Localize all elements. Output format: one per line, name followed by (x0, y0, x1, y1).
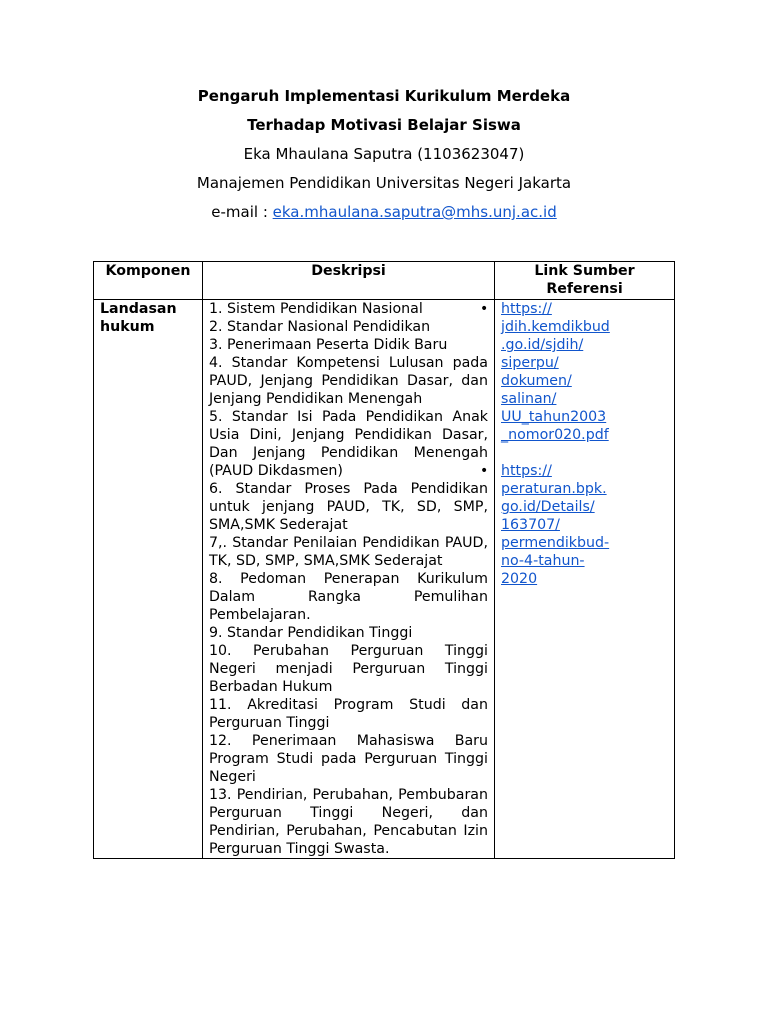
table-row (94, 300, 675, 859)
reference-link-bpk[interactable] (501, 462, 668, 588)
header-deskripsi: Deskripsi (203, 262, 495, 300)
deskripsi-item: 11. Akreditasi Program Studi dan Perguruan Tinggi (209, 697, 488, 731)
email-label: e-mail : (211, 203, 273, 221)
link-segment: no-4-tahun- (501, 553, 585, 569)
deskripsi-item: 1. Sistem Pendidikan Nasional (209, 301, 423, 317)
link-segment: peraturan.bpk. (501, 481, 607, 497)
deskripsi-item: 10. Perubahan Perguruan Tinggi Negeri menjadi Perguruan Tinggi Berbadan Hukum (209, 643, 488, 695)
link-segment: https:// (501, 463, 552, 479)
document-title-line-1: Pengaruh Implementasi Kurikulum Merdeka (197, 87, 571, 105)
header-komponen: Komponen (94, 262, 203, 300)
header-link-referensi (495, 262, 675, 300)
author-affiliation: Manajemen Pendidikan Universitas Negeri Jakarta (196, 174, 572, 192)
bullet-icon: • (480, 463, 489, 479)
document-title-line-2: Terhadap Motivasi Belajar Siswa (247, 116, 521, 134)
bullet-icon: • (480, 301, 489, 317)
link-segment: permendikbud- (501, 535, 610, 551)
link-segment: _nomor020.pdf (501, 427, 609, 443)
document-header (0, 86, 768, 231)
link-segment: https:// (501, 301, 552, 317)
table-header-row (94, 262, 675, 300)
deskripsi-item: 7,. Standar Penilaian Pendidikan PAUD, TK, SD, SMP, SMA,SMK Sederajat (209, 535, 488, 569)
deskripsi-item: 2. Standar Nasional Pendidikan (209, 319, 431, 335)
deskripsi-item: 12. Penerimaan Mahasiswa Baru Program Studi pada Perguruan Tinggi Negeri (209, 733, 488, 785)
link-cell (480, 300, 675, 859)
deskripsi-cell (203, 300, 495, 859)
link-segment: 2020 (501, 571, 538, 587)
header-link-line-2: Referensi (546, 281, 623, 297)
email-line (0, 202, 768, 231)
link-segment: jdih.kemdikbud (501, 319, 610, 335)
deskripsi-item: 6. Standar Proses Pada Pendidikan untuk jenjang PAUD, TK, SD, SMP, SMA,SMK Sederajat (209, 481, 488, 533)
deskripsi-item: 5. Standar Isi Pada Pendidikan Anak Usia Dini, Jenjang Pendidikan Dasar, Dan Jenjang Pendidikan Menengah (PAUD Dikdasmen) (209, 409, 488, 479)
reference-table (93, 261, 675, 859)
link-segment: .go.id/sjdih/ (501, 337, 584, 353)
header-link-line-1: Link Sumber (534, 263, 635, 279)
reference-link-jdih[interactable] (501, 300, 668, 444)
deskripsi-item: 4. Standar Kompetensi Lulusan pada PAUD, Jenjang Pendidikan Dasar, dan Jenjang Pendidikan Menengah (209, 355, 488, 407)
deskripsi-item: 9. Standar Pendidikan Tinggi (209, 625, 413, 641)
link-segment: go.id/Details/ (501, 499, 595, 515)
link-segment: siperpu/ (501, 355, 559, 371)
link-segment: salinan/ (501, 391, 557, 407)
link-segment: dokumen/ (501, 373, 572, 389)
link-list-item (480, 300, 668, 444)
deskripsi-item: 13. Pendirian, Perubahan, Pembubaran Perguruan Tinggi Negeri, dan Pendirian, Perubahan, Pencabutan Izin Perguruan Tinggi Swasta. (209, 787, 488, 857)
author-name: Eka Mhaulana Saputra (1103623047) (243, 145, 525, 163)
link-list-item (480, 462, 668, 588)
komponen-cell: Landasan hukum (94, 300, 203, 859)
email-link[interactable]: eka.mhaulana.saputra@mhs.unj.ac.id (272, 203, 557, 221)
deskripsi-item: 8. Pedoman Penerapan Kurikulum Dalam Rangka Pemulihan Pembelajaran. (209, 571, 488, 623)
deskripsi-item: 3. Penerimaan Peserta Didik Baru (209, 337, 448, 353)
link-segment: UU_tahun2003 (501, 409, 607, 425)
link-segment: 163707/ (501, 517, 560, 533)
